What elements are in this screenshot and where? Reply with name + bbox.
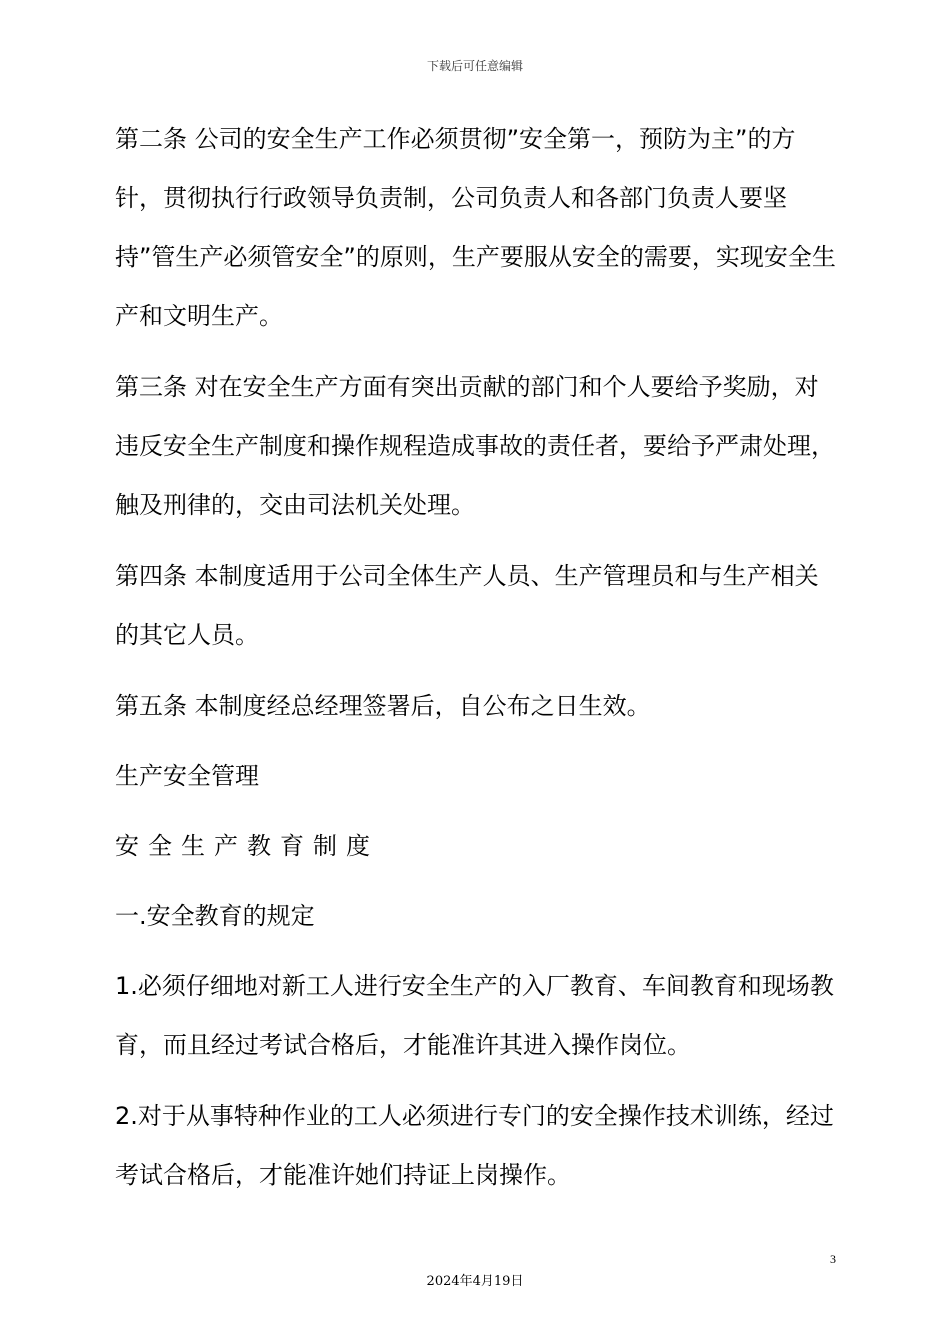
footer-date: 2024年4月19日	[426, 1274, 524, 1289]
article-3-paragraph: 第三条 对在安全生产方面有突出贡献的部门和个人要给予奖励，对违反安全生产制度和操作规程造成事故的责任者，要给予严肃处理，触及刑律的，交由司法机关处理。	[115, 373, 835, 519]
article-4-paragraph: 第四条 本制度适用于公司全体生产人员、生产管理员和与生产相关的其它人员。	[115, 562, 819, 649]
document-body	[115, 110, 837, 1205]
header-note: 下载后可任意编辑	[426, 59, 523, 73]
article-5-paragraph: 第五条 本制度经总经理签署后，自公布之日生效。	[115, 692, 651, 720]
item-heading: 一.安全教育的规定	[115, 902, 315, 930]
subsection-heading: 安全生产教育制度	[115, 832, 379, 860]
article-2-paragraph: 第二条 公司的安全生产工作必须贯彻”安全第一，预防为主”的方针，贯彻执行行政领导负责制，公司负责人和各部门负责人要坚持”管生产必须管安全”的原则，生产要服从安全的需要，实现安全生产和文明生产。	[115, 125, 836, 330]
section-heading: 生产安全管理	[115, 762, 259, 790]
rule-2-paragraph: 2.对于从事特种作业的工人必须进行专门的安全操作技术训练，经过考试合格后，才能准许她们持证上岗操作。	[115, 1102, 834, 1189]
page-number: 3	[830, 1252, 836, 1266]
rule-1-paragraph: 1.必须仔细地对新工人进行安全生产的入厂教育、车间教育和现场教育，而且经过考试合格后，才能准许其进入操作岗位。	[115, 972, 834, 1059]
